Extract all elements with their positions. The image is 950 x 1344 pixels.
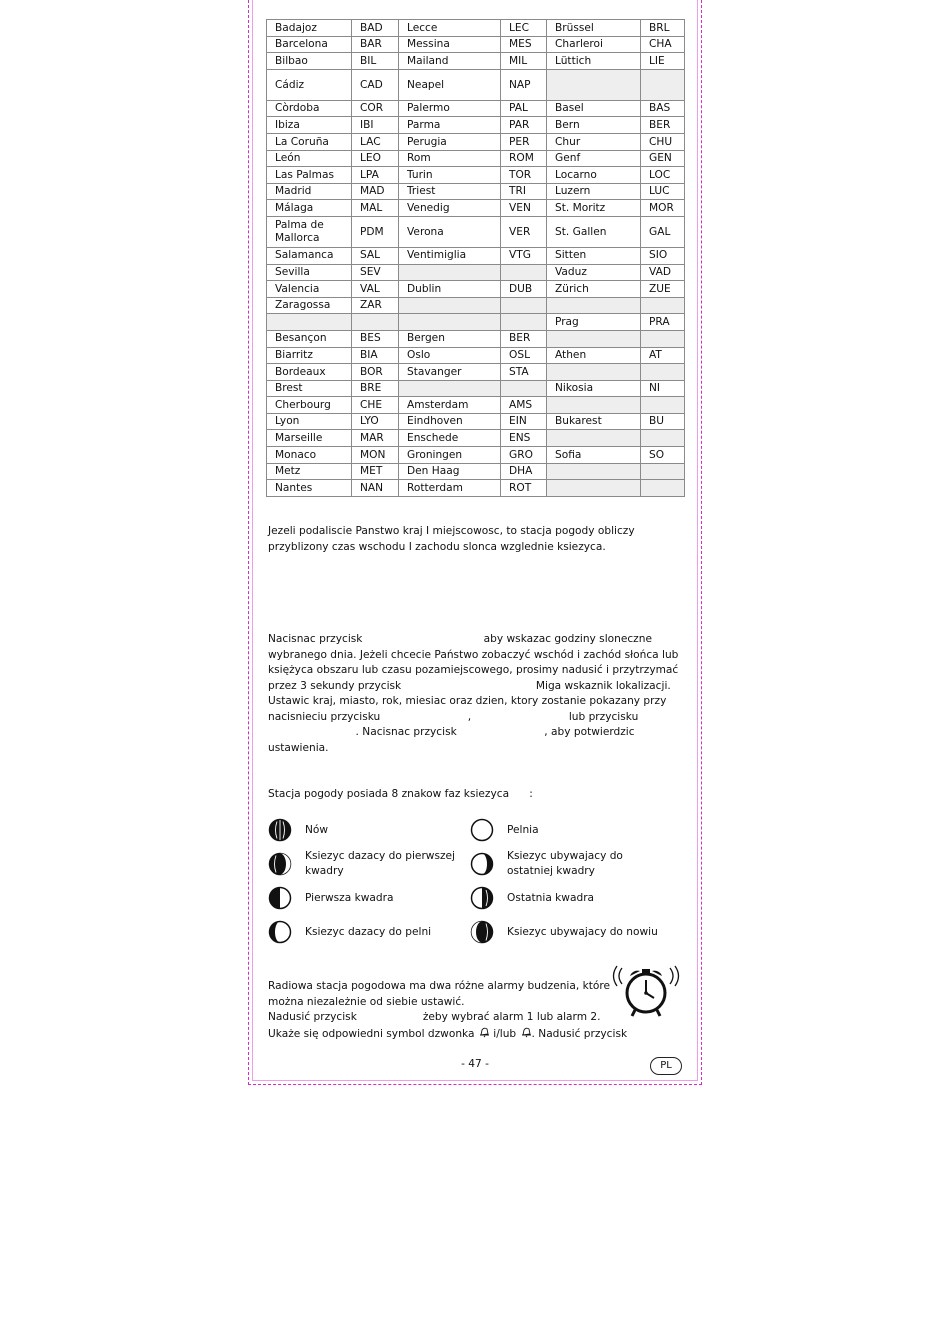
city-code-cell: EIN	[501, 413, 547, 430]
table-row	[267, 347, 685, 364]
city-name-cell: Rotterdam	[399, 480, 501, 497]
page-number: - 47 -	[461, 1058, 489, 1070]
city-code-cell: ZUE	[641, 281, 685, 298]
table-row	[267, 480, 685, 497]
city-code-cell: BRE	[352, 380, 399, 397]
city-code-cell: PAL	[501, 100, 547, 117]
city-code-cell: BER	[501, 330, 547, 347]
city-code-cell: PAR	[501, 117, 547, 134]
city-code-cell: BIL	[352, 53, 399, 70]
city-code-cell	[641, 397, 685, 414]
city-name-cell: Parma	[399, 117, 501, 134]
press-line: Ustawic kraj, miasto, rok, miesiac oraz dzien, ktory zostanie pokazany przy	[268, 695, 667, 707]
city-code-cell: GEN	[641, 150, 685, 167]
city-code-cell: PER	[501, 133, 547, 150]
city-code-cell: GAL	[641, 216, 685, 247]
city-code-cell: SAL	[352, 247, 399, 264]
press-line: . Nacisnac przycisk , aby potwierdzic	[268, 726, 635, 738]
city-code-cell: ENS	[501, 430, 547, 447]
moon-phase-item	[470, 886, 667, 910]
city-name-cell: Rom	[399, 150, 501, 167]
city-code-cell: AT	[641, 347, 685, 364]
city-name-cell: Bergen	[399, 330, 501, 347]
press-line: nacisnieciu przycisku , lub przycisku	[268, 710, 639, 723]
city-code-cell: LIE	[641, 53, 685, 70]
moon-phase-label: Pelnia	[507, 823, 539, 836]
alarm-line-part: Nadusić przycisk	[268, 1011, 357, 1023]
waxing-crescent-icon	[268, 852, 292, 876]
city-name-cell: Prag	[547, 314, 641, 331]
city-name-cell: Bilbao	[267, 53, 352, 70]
city-name-cell: Nikosia	[547, 380, 641, 397]
moon-phase-item	[470, 920, 667, 944]
city-code-cell: BIA	[352, 347, 399, 364]
city-name-cell: Genf	[547, 150, 641, 167]
city-code-table	[266, 19, 685, 497]
city-code-cell	[641, 297, 685, 314]
city-name-cell	[547, 480, 641, 497]
alarm-line-part: i/lub	[493, 1027, 517, 1040]
table-row	[267, 297, 685, 314]
city-name-cell: Stavanger	[399, 364, 501, 381]
moon-phase-label: Ksiezyc dazacy do pelni	[305, 925, 432, 938]
city-code-cell: NAN	[352, 480, 399, 497]
city-name-cell: St. Moritz	[547, 200, 641, 217]
city-name-cell: Bern	[547, 117, 641, 134]
city-code-cell	[641, 69, 685, 100]
city-name-cell: Sevilla	[267, 264, 352, 281]
table-row	[267, 100, 685, 117]
city-code-cell: ROM	[501, 150, 547, 167]
press-line: ustawienia.	[268, 741, 329, 754]
moon-phase-item	[268, 818, 465, 842]
table-row	[267, 463, 685, 480]
city-name-cell	[547, 364, 641, 381]
table-row	[267, 264, 685, 281]
city-code-cell: TOR	[501, 167, 547, 184]
city-code-cell: BRL	[641, 20, 685, 37]
city-name-cell: Málaga	[267, 200, 352, 217]
press-line: przez 3 sekundy przycisk Miga wskaznik lokalizacji.	[268, 679, 671, 692]
alarm-line	[268, 1026, 688, 1043]
city-code-cell: LUC	[641, 183, 685, 200]
city-name-cell: Charleroi	[547, 36, 641, 53]
full-moon-icon	[470, 818, 494, 842]
city-name-cell: Oslo	[399, 347, 501, 364]
city-name-cell	[399, 314, 501, 331]
moon-phase-item	[268, 886, 465, 910]
city-code-cell: AMS	[501, 397, 547, 414]
city-code-cell: MON	[352, 447, 399, 464]
city-name-cell	[267, 314, 352, 331]
city-name-cell	[399, 297, 501, 314]
press-line: księżyca obszaru lub czasu pozamiejscowego, prosimy nadusić i przytrzymać	[268, 664, 679, 676]
city-code-cell: CHE	[352, 397, 399, 414]
alarm-line-part: . Nadusić przycisk	[531, 1027, 628, 1040]
table-row	[267, 330, 685, 347]
moon-phase-item	[470, 818, 667, 842]
moon-phase-label: Ksiezyc ubywajacy do ostatniej kwadry	[507, 850, 623, 877]
city-name-cell: Madrid	[267, 183, 352, 200]
city-code-cell: CAD	[352, 69, 399, 100]
city-name-cell: Valencia	[267, 281, 352, 298]
waning-crescent-icon	[470, 920, 494, 944]
city-code-cell: BER	[641, 117, 685, 134]
city-code-cell: LYO	[352, 413, 399, 430]
city-name-cell: León	[267, 150, 352, 167]
table-row	[267, 133, 685, 150]
city-name-cell: Groningen	[399, 447, 501, 464]
alarm-line-part: żeby wybrać alarm 1 lub alarm 2.	[422, 1011, 601, 1023]
city-code-cell: BAS	[641, 100, 685, 117]
city-name-cell: Lecce	[399, 20, 501, 37]
city-name-cell: La Coruña	[267, 133, 352, 150]
city-name-cell	[547, 397, 641, 414]
city-code-cell: DHA	[501, 463, 547, 480]
city-name-cell: Dublin	[399, 281, 501, 298]
city-name-cell: Vaduz	[547, 264, 641, 281]
moon-phase-label: Pierwsza kwadra	[305, 891, 394, 904]
city-name-cell	[399, 264, 501, 281]
city-code-cell: LPA	[352, 167, 399, 184]
alarm-line: Radiowa stacja pogodowa ma dwa różne alarmy budzenia, które	[268, 980, 611, 992]
city-code-cell: BAR	[352, 36, 399, 53]
city-name-cell: Zürich	[547, 281, 641, 298]
city-code-cell: SIO	[641, 247, 685, 264]
moon-phase-intro: Stacja pogody posiada 8 znakow faz ksiezyca :	[268, 788, 533, 800]
city-code-cell: STA	[501, 364, 547, 381]
table-row	[267, 413, 685, 430]
city-name-cell: Brüssel	[547, 20, 641, 37]
table-row	[267, 69, 685, 100]
press-line: Nacisnac przycisk aby wskazac godziny sloneczne	[268, 633, 652, 645]
city-name-cell: Cádiz	[267, 69, 352, 100]
city-name-cell: Ventimiglia	[399, 247, 501, 264]
city-name-cell: Zaragossa	[267, 297, 352, 314]
table-row	[267, 397, 685, 414]
city-code-cell: VAD	[641, 264, 685, 281]
city-name-cell	[399, 380, 501, 397]
city-name-cell: Lyon	[267, 413, 352, 430]
city-code-cell: IBI	[352, 117, 399, 134]
last-quarter-icon	[470, 886, 494, 910]
city-name-cell: Besançon	[267, 330, 352, 347]
city-code-cell: BU	[641, 413, 685, 430]
table-row	[267, 117, 685, 134]
city-code-cell: BOR	[352, 364, 399, 381]
city-name-cell: Biarritz	[267, 347, 352, 364]
city-code-cell: CHU	[641, 133, 685, 150]
city-code-cell: PDM	[352, 216, 399, 247]
city-name-cell: Nantes	[267, 480, 352, 497]
city-code-cell: MES	[501, 36, 547, 53]
city-code-cell: NI	[641, 380, 685, 397]
city-code-cell: BAD	[352, 20, 399, 37]
alarm-clock-icon	[608, 960, 684, 1020]
city-name-cell: Locarno	[547, 167, 641, 184]
city-name-cell: Sofia	[547, 447, 641, 464]
city-code-cell	[501, 297, 547, 314]
moon-phase-item	[470, 849, 667, 879]
city-name-cell: Verona	[399, 216, 501, 247]
city-name-cell: Sitten	[547, 247, 641, 264]
city-name-cell: Las Palmas	[267, 167, 352, 184]
table-row	[267, 314, 685, 331]
city-code-cell: BES	[352, 330, 399, 347]
city-name-cell: Eindhoven	[399, 413, 501, 430]
city-name-cell: Metz	[267, 463, 352, 480]
city-name-cell	[547, 430, 641, 447]
city-name-cell: Salamanca	[267, 247, 352, 264]
city-code-cell: TRI	[501, 183, 547, 200]
city-code-cell	[641, 480, 685, 497]
moon-phase-label: Ostatnia kwadra	[507, 891, 595, 904]
city-code-cell: MET	[352, 463, 399, 480]
table-row	[267, 200, 685, 217]
city-name-cell: Bordeaux	[267, 364, 352, 381]
city-name-cell: Messina	[399, 36, 501, 53]
city-name-cell: Bukarest	[547, 413, 641, 430]
city-name-cell: Brest	[267, 380, 352, 397]
bell-icon	[478, 1026, 490, 1038]
city-code-cell: NAP	[501, 69, 547, 100]
city-name-cell	[547, 463, 641, 480]
city-code-cell: MAD	[352, 183, 399, 200]
city-code-cell	[501, 380, 547, 397]
city-code-cell: OSL	[501, 347, 547, 364]
city-code-cell: LAC	[352, 133, 399, 150]
city-code-cell: MOR	[641, 200, 685, 217]
city-code-cell: MAR	[352, 430, 399, 447]
city-code-cell	[352, 314, 399, 331]
table-row	[267, 364, 685, 381]
city-name-cell: Neapel	[399, 69, 501, 100]
table-row	[267, 36, 685, 53]
city-code-cell: SO	[641, 447, 685, 464]
city-name-cell: Palma de Mallorca	[267, 216, 352, 247]
sun-time-paragraph: Jezeli podaliscie Panstwo kraj I miejscowosc, to stacja pogody obliczy przyblizony czas wschodu I zachodu slonca wzglednie ksiezyca.	[268, 525, 635, 553]
alarm-line-part: Ukaże się odpowiedni symbol dzwonka	[268, 1027, 475, 1040]
moon-phase-item	[268, 849, 465, 879]
city-code-cell	[641, 430, 685, 447]
city-name-cell: Lüttich	[547, 53, 641, 70]
city-code-cell: DUB	[501, 281, 547, 298]
city-code-cell	[501, 314, 547, 331]
city-name-cell: Triest	[399, 183, 501, 200]
alarm-line: można niezależnie od siebie ustawić.	[268, 995, 465, 1008]
sun-button-paragraph	[268, 632, 686, 756]
city-name-cell: St. Gallen	[547, 216, 641, 247]
city-name-cell: Badajoz	[267, 20, 352, 37]
city-code-cell: PRA	[641, 314, 685, 331]
city-name-cell: Chur	[547, 133, 641, 150]
city-name-cell: Barcelona	[267, 36, 352, 53]
city-code-table-body	[267, 20, 685, 497]
city-code-cell: MAL	[352, 200, 399, 217]
table-row	[267, 53, 685, 70]
moon-phase-item	[268, 920, 465, 944]
city-code-cell: CHA	[641, 36, 685, 53]
city-code-cell: COR	[352, 100, 399, 117]
city-name-cell	[547, 69, 641, 100]
city-name-cell: Ibiza	[267, 117, 352, 134]
city-name-cell: Luzern	[547, 183, 641, 200]
table-row	[267, 150, 685, 167]
language-badge: PL	[650, 1057, 682, 1075]
press-line: wybranego dnia. Jeżeli chcecie Państwo zobaczyć wschód i zachód słońca lub	[268, 648, 679, 661]
waxing-gibbous-icon	[268, 920, 292, 944]
moon-phase-label: Nów	[305, 823, 329, 836]
city-code-cell: LEC	[501, 20, 547, 37]
city-code-cell: LEO	[352, 150, 399, 167]
city-name-cell: Perugia	[399, 133, 501, 150]
city-name-cell: Athen	[547, 347, 641, 364]
city-name-cell: Cherbourg	[267, 397, 352, 414]
city-code-cell: GRO	[501, 447, 547, 464]
city-code-cell: MIL	[501, 53, 547, 70]
bell-icon	[520, 1026, 532, 1038]
city-name-cell: Marseille	[267, 430, 352, 447]
city-code-cell: VAL	[352, 281, 399, 298]
city-name-cell: Mailand	[399, 53, 501, 70]
new-moon-icon	[268, 818, 292, 842]
table-row	[267, 430, 685, 447]
waning-gibbous-icon	[470, 852, 494, 876]
city-name-cell: Palermo	[399, 100, 501, 117]
city-code-cell: VEN	[501, 200, 547, 217]
city-code-cell	[641, 364, 685, 381]
moon-phase-label: Ksiezyc ubywajacy do nowiu	[507, 925, 658, 938]
table-row	[267, 183, 685, 200]
city-name-cell: Amsterdam	[399, 397, 501, 414]
city-name-cell: Enschede	[399, 430, 501, 447]
table-row	[267, 447, 685, 464]
city-name-cell	[547, 330, 641, 347]
table-row	[267, 20, 685, 37]
city-name-cell: Turin	[399, 167, 501, 184]
table-row	[267, 380, 685, 397]
city-code-cell: VER	[501, 216, 547, 247]
city-code-cell: ZAR	[352, 297, 399, 314]
table-row	[267, 167, 685, 184]
city-name-cell: Monaco	[267, 447, 352, 464]
first-quarter-icon	[268, 886, 292, 910]
city-code-cell	[641, 330, 685, 347]
table-row	[267, 247, 685, 264]
city-name-cell	[547, 297, 641, 314]
city-code-cell: ROT	[501, 480, 547, 497]
city-name-cell: Den Haag	[399, 463, 501, 480]
city-code-cell: VTG	[501, 247, 547, 264]
city-name-cell: Basel	[547, 100, 641, 117]
table-row	[267, 281, 685, 298]
city-code-cell	[501, 264, 547, 281]
table-row	[267, 216, 685, 247]
moon-phase-label: Ksiezyc dazacy do pierwszej kwadry	[305, 850, 455, 877]
city-name-cell: Venedig	[399, 200, 501, 217]
city-code-cell: SEV	[352, 264, 399, 281]
city-code-cell	[641, 463, 685, 480]
city-code-cell: LOC	[641, 167, 685, 184]
city-name-cell: Còrdoba	[267, 100, 352, 117]
